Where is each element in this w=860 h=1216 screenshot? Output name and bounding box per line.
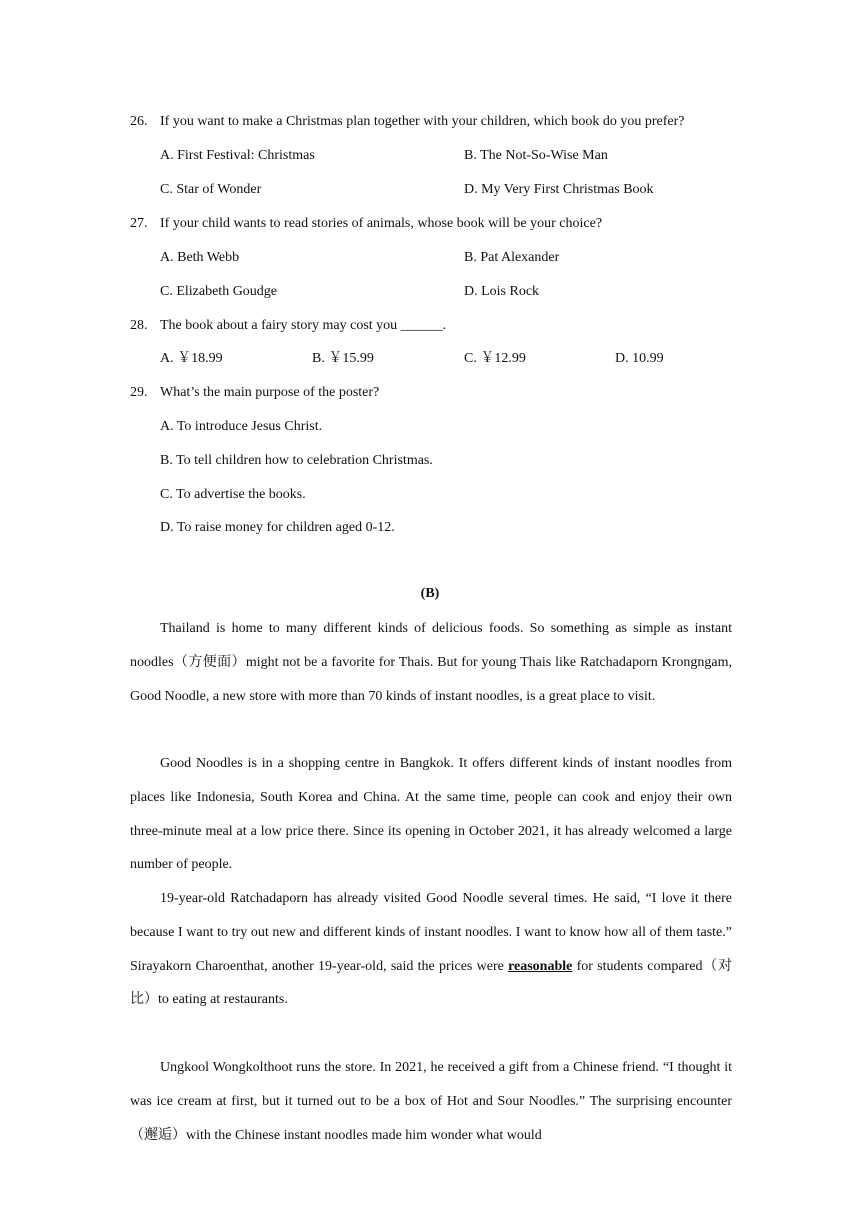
option-b: B. The Not-So-Wise Man — [464, 148, 608, 163]
passage-paragraph-1 — [130, 612, 732, 713]
question-number: 26. — [130, 114, 148, 129]
question-text: If you want to make a Christmas plan together with your children, which book do you prefer? — [160, 114, 685, 129]
passage-paragraph-2 — [130, 747, 732, 882]
question-27 — [130, 214, 740, 234]
option-a: A. Beth Webb — [160, 250, 240, 265]
option-c: C. ￥12.99 — [464, 351, 526, 366]
option-d: D. Lois Rock — [464, 284, 540, 299]
question-number: 29. — [130, 385, 148, 400]
question-number: 27. — [130, 216, 148, 231]
option-b: B. Pat Alexander — [464, 250, 560, 265]
passage-paragraph-3 — [130, 882, 732, 1017]
option-a: A. ￥18.99 — [160, 351, 223, 366]
question-text: If your child wants to read stories of animals, whose book will be your choice? — [160, 216, 603, 231]
paragraph-text: 19-year-old Ratchadaporn has already visited Good Noodle several times. He said, “I love it there because I want to try out new and different kinds of instant noodles. I want to know how all of them taste.” Sirayakorn Charoenthat, another 19-year-old, said the prices were — [130, 891, 732, 974]
question-29 — [130, 383, 740, 403]
paragraph-text: Thailand is home to many different kinds of delicious foods. So something as simple as instant noodles（方便面）might not be a favorite for Thais. But for young Thais like Ratchadaporn Krongngam, Good Noodle, a new store with more than 70 kinds of instant noodles, is a great place to visit. — [130, 621, 732, 704]
paragraph-text: for students compared（对比）to eating at restaurants. — [130, 958, 732, 1008]
option-c: C. To advertise the books. — [160, 487, 306, 502]
option-a: A. To introduce Jesus Christ. — [160, 419, 323, 434]
option-b: B. ￥15.99 — [312, 351, 374, 366]
underlined-word: reasonable — [508, 958, 573, 974]
question-26 — [130, 112, 740, 132]
question-28 — [130, 316, 740, 336]
question-number: 28. — [130, 318, 148, 333]
option-c: C. Star of Wonder — [160, 182, 262, 197]
option-b: B. To tell children how to celebration Christmas. — [160, 453, 433, 468]
option-d: D. To raise money for children aged 0-12. — [160, 520, 395, 535]
option-a: A. First Festival: Christmas — [160, 148, 315, 163]
option-d: D. 10.99 — [615, 351, 664, 366]
paragraph-text: Good Noodles is in a shopping centre in Bangkok. It offers different kinds of instant noodles from places like Indonesia, South Korea and China. At the same time, people can cook and enjoy their own three-minute meal at a low price there. Since its opening in October 2021, it has already welcomed a large number of people. — [130, 756, 732, 873]
section-title: (B) — [420, 586, 440, 601]
passage-paragraph-4 — [130, 1051, 732, 1152]
option-c: C. Elizabeth Goudge — [160, 284, 278, 299]
question-text: What’s the main purpose of the poster? — [160, 385, 380, 400]
question-text: The book about a fairy story may cost you ______. — [160, 318, 447, 333]
option-d: D. My Very First Christmas Book — [464, 182, 654, 197]
paragraph-text: Ungkool Wongkolthoot runs the store. In 2021, he received a gift from a Chinese friend. “I thought it was ice cream at first, but it turned out to be a box of Hot and Sour Noodles.” The surprising encounter（邂逅）with the Chinese instant noodles made him wonder what would — [130, 1060, 732, 1143]
